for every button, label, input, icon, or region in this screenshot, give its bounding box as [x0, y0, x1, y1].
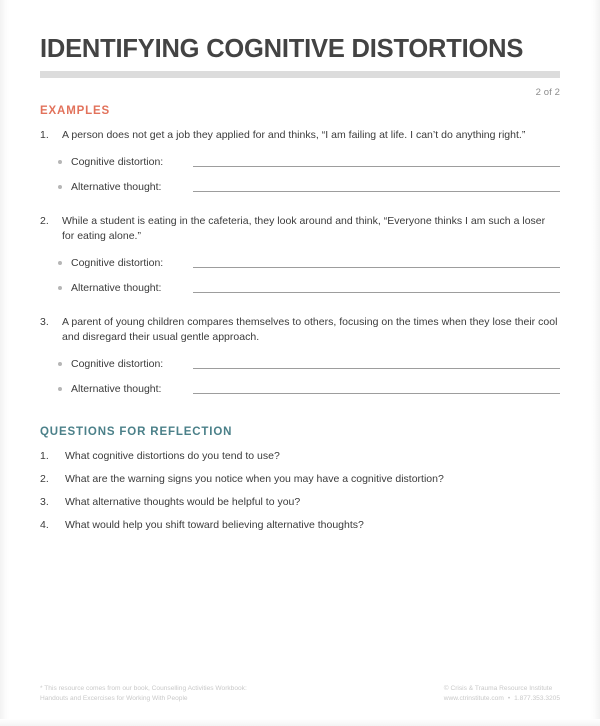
- answer-write-in-line[interactable]: [193, 166, 560, 167]
- answer-write-in-line[interactable]: [193, 393, 560, 394]
- example-text: A person does not get a job they applied for and thinks, “I am failing at life. I can’t do anything right.”: [62, 129, 526, 141]
- answer-write-in-line[interactable]: [193, 292, 560, 293]
- answer-write-in-line[interactable]: [193, 267, 560, 268]
- answer-label: Alternative thought:: [71, 383, 162, 395]
- answer-label: Alternative thought:: [71, 181, 162, 193]
- example-text: While a student is eating in the cafeteria, they look around and think, “Everyone thinks I am such a loser for eating alone.”: [62, 214, 546, 242]
- question-number: 3.: [40, 495, 49, 508]
- answer-rows: [40, 251, 560, 301]
- footer-website[interactable]: www.ctrinstitute.com: [443, 694, 504, 702]
- bullet-icon: [58, 362, 62, 366]
- section-heading-examples: EXAMPLES: [40, 105, 111, 117]
- footer-publisher-info: [444, 684, 560, 703]
- answer-row-cognitive-distortion[interactable]: [40, 352, 560, 377]
- page-edge-right: [591, 0, 600, 726]
- questions-list: [40, 449, 560, 541]
- question-item: [40, 449, 560, 472]
- example-item: [40, 315, 560, 402]
- question-text: What would help you shift toward believing alternative thoughts?: [65, 518, 364, 531]
- page-footer: [40, 684, 560, 703]
- section-heading-reflection: QUESTIONS FOR REFLECTION: [40, 425, 233, 438]
- question-item: [40, 472, 560, 495]
- footer-phone: 1.877.353.3205: [514, 694, 560, 702]
- footer-contact: [444, 694, 560, 704]
- page-title: IDENTIFYING COGNITIVE DISTORTIONS: [40, 35, 524, 63]
- bullet-icon: [58, 185, 62, 189]
- question-text: What alternative thoughts would be helpful to you?: [65, 495, 301, 508]
- answer-label: Cognitive distortion:: [71, 156, 164, 168]
- example-prompt: [40, 315, 560, 346]
- bullet-icon: [58, 286, 62, 290]
- question-item: [40, 495, 560, 518]
- page-edge-bottom: [0, 719, 600, 726]
- answer-rows: [40, 150, 560, 200]
- example-number: 2.: [40, 214, 49, 227]
- example-number: 3.: [40, 315, 49, 328]
- page-indicator: 2 of 2: [535, 87, 560, 98]
- example-prompt: [40, 214, 560, 245]
- question-number: 1.: [40, 449, 49, 462]
- question-number: 2.: [40, 472, 49, 485]
- answer-label: Cognitive distortion:: [71, 257, 164, 269]
- answer-write-in-line[interactable]: [193, 191, 560, 192]
- footer-copyright: © Crisis & Trauma Resource Institute: [443, 685, 553, 692]
- example-text: A parent of young children compares themselves to others, focusing on the times when they lose their cool and disregard their usual gentle approach.: [62, 315, 558, 343]
- page-content: [40, 0, 560, 541]
- question-text: What cognitive distortions do you tend to use?: [65, 449, 280, 462]
- question-number: 4.: [40, 518, 49, 531]
- title-divider: [40, 71, 560, 78]
- answer-row-alternative-thought[interactable]: [40, 175, 560, 200]
- footer-note-line-2: Handouts and Excercises for Working With People: [40, 694, 188, 702]
- example-item: [40, 214, 560, 301]
- footer-note-line-1: * This resource comes from our book, Counselling Activities Workbook:: [40, 685, 247, 692]
- answer-label: Alternative thought:: [71, 282, 162, 294]
- bullet-icon: [58, 261, 62, 265]
- reflection-section: [40, 426, 560, 541]
- answer-rows: [40, 352, 560, 402]
- bullet-icon: [58, 160, 62, 164]
- answer-row-cognitive-distortion[interactable]: [40, 251, 560, 276]
- example-item: [40, 128, 560, 200]
- footer-separator: •: [507, 694, 511, 702]
- footer-source-note: [40, 684, 247, 703]
- examples-list: [40, 128, 560, 402]
- example-prompt: [40, 128, 560, 144]
- bullet-icon: [58, 387, 62, 391]
- question-item: [40, 518, 560, 541]
- answer-row-alternative-thought[interactable]: [40, 276, 560, 301]
- answer-write-in-line[interactable]: [193, 368, 560, 369]
- answer-label: Cognitive distortion:: [71, 358, 164, 370]
- example-number: 1.: [40, 129, 49, 141]
- page-edge-left: [0, 0, 9, 726]
- question-text: What are the warning signs you notice when you may have a cognitive distortion?: [65, 472, 444, 485]
- answer-row-cognitive-distortion[interactable]: [40, 150, 560, 175]
- answer-row-alternative-thought[interactable]: [40, 377, 560, 402]
